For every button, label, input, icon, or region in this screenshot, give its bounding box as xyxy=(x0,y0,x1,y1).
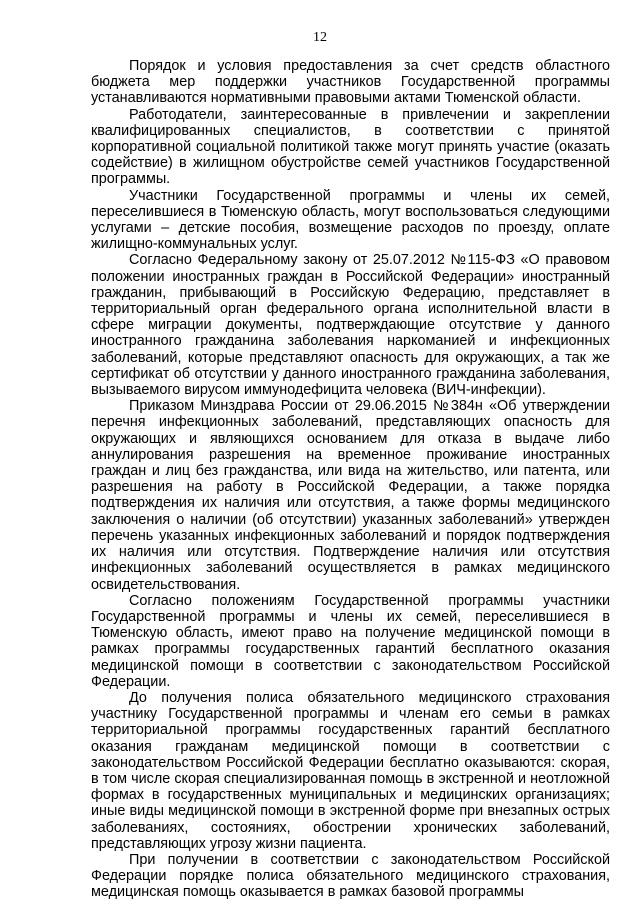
paragraph-2: Работодатели, заинтересованные в привлечении и закреплении квалифицированных специалистов, в соответствии с принятой корпоративной социальной политикой также могут принять участие (оказать содействие) в жилищном обустройстве семей участников Государственной программы. xyxy=(91,106,610,188)
page-number: 12 xyxy=(313,30,327,45)
document-body xyxy=(91,58,610,901)
paragraph-8: При получении в соответствии с законодательством Российской Федерации порядке полиса обязательного медицинского страхования, медицинская помощь оказывается в рамках базовой программы xyxy=(91,851,610,901)
paragraph-6: Согласно положениям Государственной программы участники Государственной программы и члены их семей, переселившиеся в Тюменскую область, имеют право на получение медицинской помощи в рамках программы государственных гарантий бесплатного оказания медицинской помощи в соответствии с законодательством Российской Федерации. xyxy=(91,592,610,690)
paragraph-3: Участники Государственной программы и члены их семей, переселившиеся в Тюменскую область, могут воспользоваться следующими услугами – детские пособия, возмещение расходов по проезду, оплате жилищно-коммунальных услуг. xyxy=(91,187,610,253)
paragraph-5: Приказом Минздрава России от 29.06.2015 №384н «Об утверждении перечня инфекционных заболеваний, представляющих опасность для окружающих и являющихся основанием для отказа в выдаче либо аннулирования разрешения на временное проживание иностранных граждан и лиц без гражданства, или вида на жительство, или патента, или разрешения на работу в Российской Федерации, а также порядка подтверждения их наличия или отсутствия, а также формы медицинского заключения о наличии (об отсутствии) указанных заболеваний» утвержден перечень указанных инфекционных заболеваний и порядок подтверждения их наличия или отсутствия. Подтверждение наличия или отсутствия инфекционных заболеваний осуществляется в рамках медицинского освидетельствования. xyxy=(91,398,610,593)
paragraph-1: Порядок и условия предоставления за счет средств областного бюджета мер поддержки участников Государственной программы устанавливаются нормативными правовыми актами Тюменской области. xyxy=(91,58,610,107)
paragraph-7: До получения полиса обязательного медицинского страхования участнику Государственной программы и членам его семьи в рамках территориальной программы государственных гарантий бесплатного оказания гражданам медицинской помощи в соответствии с законодательством Российской Федерации бесплатно оказываются: скорая, в том числе скорая специализированная помощь в экстренной и неотложной формах в государственных муниципальных и медицинских организациях; иные виды медицинской помощи в экстренной форме при внезапных острых заболеваниях, состояниях, обострении хронических заболеваний, представляющих угрозу жизни пациента. xyxy=(91,689,610,852)
paragraph-4: Согласно Федеральному закону от 25.07.2012 №115-ФЗ «О правовом положении иностранных граждан в Российской Федерации» иностранный гражданин, прибывающий в Российскую Федерацию, представляет в территориальный орган федерального органа исполнительной власти в сфере миграции документы, подтверждающие отсутствие у данного иностранного гражданина заболевания наркоманией и инфекционных заболеваний, которые представляют опасность для окружающих, а так же сертификат об отсутствии у данного иностранного гражданина заболевания, вызываемого вирусом иммунодефицита человека (ВИЧ-инфекции). xyxy=(91,252,610,399)
